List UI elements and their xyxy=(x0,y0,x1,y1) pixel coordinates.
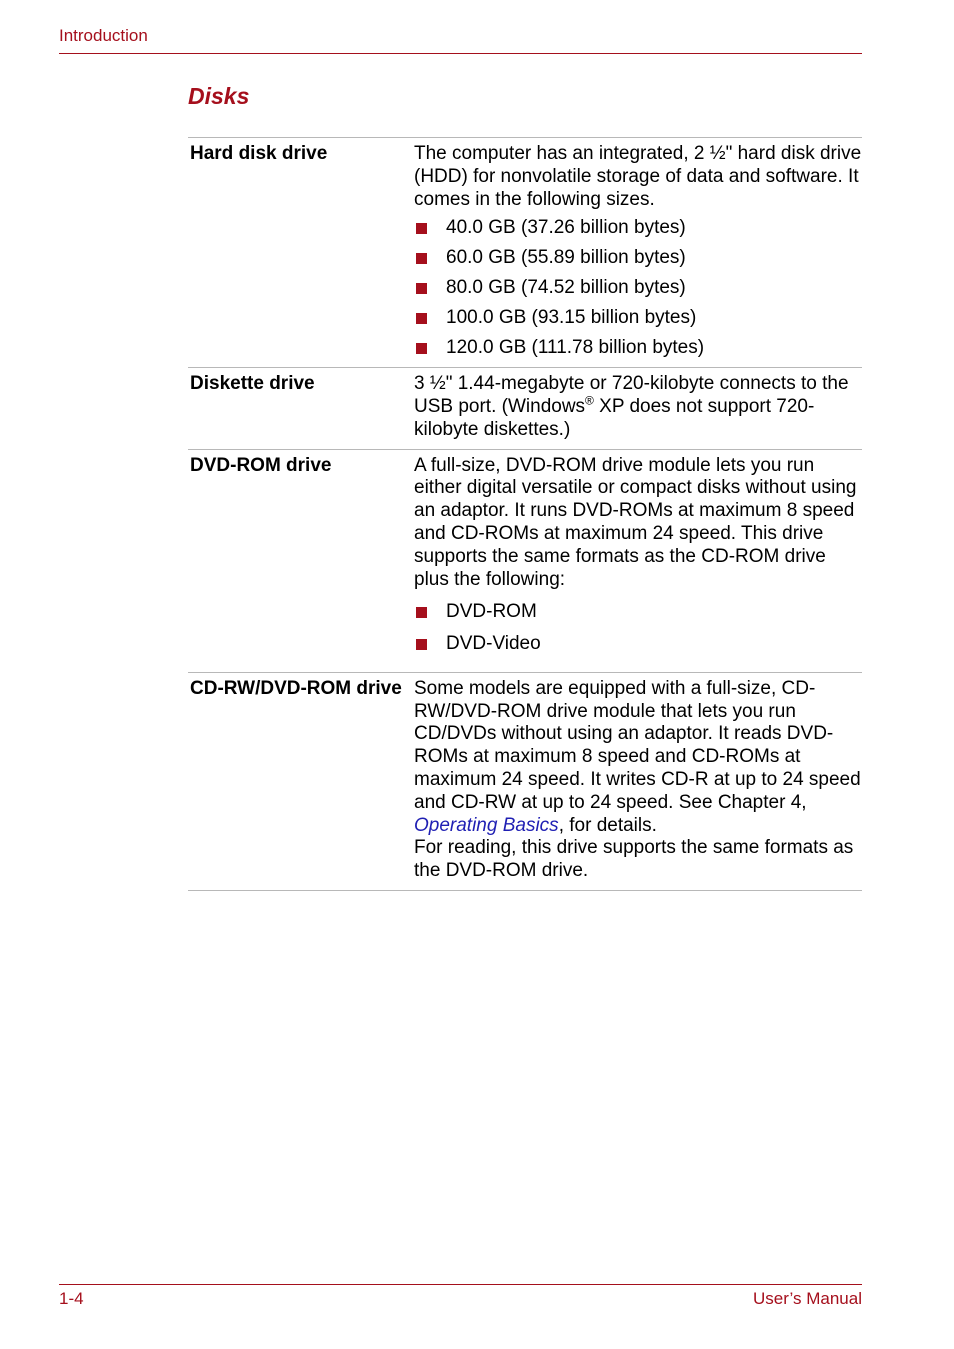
square-bullet-icon xyxy=(416,313,427,324)
table-row xyxy=(188,672,862,890)
table-row xyxy=(188,368,862,449)
list-item: DVD-ROM xyxy=(414,601,862,624)
footer-rule xyxy=(59,1284,862,1285)
list-item: 80.0 GB (74.52 billion bytes) xyxy=(414,277,862,300)
row-term: DVD-ROM drive xyxy=(190,454,332,476)
square-bullet-icon xyxy=(416,223,427,234)
row-term: CD-RW/DVD-ROM drive xyxy=(190,677,402,699)
page-number: 1-4 xyxy=(59,1289,84,1308)
row-description xyxy=(412,672,862,890)
running-header: Introduction xyxy=(59,26,148,45)
description-text: Some models are equipped with a full-size, CD-RW/DVD-ROM drive module that lets you run CD/DVDs without using an adaptor. It reads DVD-ROMs at maximum 8 speed and CD-ROMs at maximum 24 speed. It writes CD-R at up to 24 speed and CD-RW at up to 24 speed. See Chapter 4, Operating Basics, for details. xyxy=(414,677,861,836)
disks-spec-table xyxy=(188,137,862,891)
row-description xyxy=(412,449,862,672)
square-bullet-icon xyxy=(416,607,427,618)
operating-basics-link[interactable]: Operating Basics xyxy=(414,814,559,836)
list-item: 100.0 GB (93.15 billion bytes) xyxy=(414,307,862,330)
list-item: 60.0 GB (55.89 billion bytes) xyxy=(414,247,862,270)
square-bullet-icon xyxy=(416,343,427,354)
format-list xyxy=(414,601,862,656)
manual-title: User’s Manual xyxy=(753,1289,862,1308)
header-rule xyxy=(59,53,862,54)
list-item: 120.0 GB (111.78 billion bytes) xyxy=(414,337,862,360)
square-bullet-icon xyxy=(416,283,427,294)
description-text: The computer has an integrated, 2 ½" hard disk drive (HDD) for nonvolatile storage of data and software. It comes in the following sizes. xyxy=(414,143,862,210)
row-description: 3 ½" 1.44-megabyte or 720-kilobyte connects to the USB port. (Windows® XP does not support 720-kilobyte diskettes.) xyxy=(414,373,849,440)
registered-mark: ® xyxy=(585,393,594,408)
description-extra: For reading, this drive supports the same formats as the DVD-ROM drive. xyxy=(414,837,854,882)
table-row xyxy=(188,138,862,368)
square-bullet-icon xyxy=(416,253,427,264)
description-text: A full-size, DVD-ROM drive module lets you run either digital versatile or compact disks without using an adaptor. It runs DVD-ROMs at maximum 8 speed and CD-ROMs at maximum 24 speed. This drive supports the same formats as the CD-ROM drive plus the following: xyxy=(414,454,857,590)
table-row xyxy=(188,449,862,672)
list-item: 40.0 GB (37.26 billion bytes) xyxy=(414,217,862,240)
row-term: Diskette drive xyxy=(190,373,315,395)
row-term: Hard disk drive xyxy=(190,143,328,164)
list-item: DVD-Video xyxy=(414,633,862,656)
row-description xyxy=(412,138,862,368)
size-list xyxy=(414,217,862,360)
section-title: Disks xyxy=(188,83,250,109)
square-bullet-icon xyxy=(416,639,427,650)
